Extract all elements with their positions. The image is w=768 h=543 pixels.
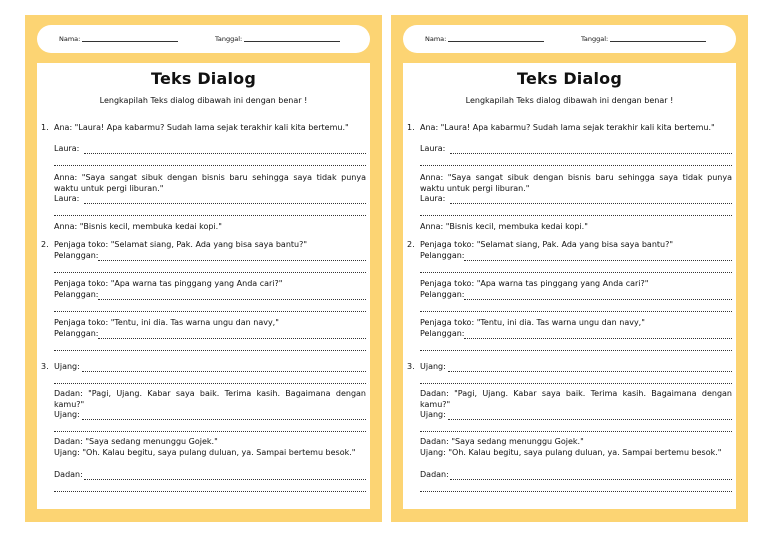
dialog-line: Penjaga toko: "Apa warna tas pinggang yang Anda cari?" xyxy=(420,279,649,288)
name-label: Nama: xyxy=(425,35,447,43)
answer-line[interactable] xyxy=(54,272,366,273)
question-number-1: 1. xyxy=(41,123,49,132)
dialog-line: Ujang: "Oh. Kalau begitu, saya pulang duluan, ya. Sampai bertemu besok." xyxy=(420,448,722,457)
answer-line[interactable] xyxy=(448,419,732,420)
answer-line[interactable] xyxy=(54,215,366,216)
dialog-line: Penjaga toko: "Apa warna tas pinggang yang Anda cari?" xyxy=(54,279,283,288)
answer-line[interactable] xyxy=(54,165,366,166)
worksheet-instruction: Lengkapilah Teks dialog dibawah ini dengan benar ! xyxy=(465,96,674,105)
date-blank[interactable] xyxy=(610,41,706,42)
name-label: Nama: xyxy=(59,35,81,43)
response-label: Laura: xyxy=(54,194,80,203)
answer-line[interactable] xyxy=(82,419,366,420)
answer-line[interactable] xyxy=(450,479,732,480)
answer-line[interactable] xyxy=(54,431,366,432)
dialog-line: Ana: "Laura! Apa kabarmu? Sudah lama sejak terakhir kali kita bertemu." xyxy=(54,123,349,132)
answer-line[interactable] xyxy=(54,350,366,351)
answer-line[interactable] xyxy=(448,371,732,372)
answer-line[interactable] xyxy=(84,153,366,154)
dialog-line: Anna: "Saya sangat sibuk dengan bisnis baru sehingga saya tidak punya waktu untuk pergi liburan." xyxy=(420,173,732,193)
answer-line[interactable] xyxy=(464,260,732,261)
worksheet-right xyxy=(391,15,748,522)
answer-line[interactable] xyxy=(54,311,366,312)
answer-line[interactable] xyxy=(420,272,732,273)
worksheet-panel xyxy=(403,63,736,509)
response-label: Ujang: xyxy=(420,410,446,419)
name-field[interactable] xyxy=(59,35,178,43)
question-number-1: 1. xyxy=(407,123,415,132)
worksheet-instruction: Lengkapilah Teks dialog dibawah ini dengan benar ! xyxy=(99,96,308,105)
response-label: Ujang: xyxy=(420,362,446,371)
response-label: Pelanggan: xyxy=(54,251,99,260)
dialog-line: Anna: "Bisnis kecil, membuka kedai kopi." xyxy=(420,222,588,231)
header-pill xyxy=(37,25,370,53)
worksheet-title: Teks Dialog xyxy=(516,69,623,88)
dialog-line: Dadan: "Pagi, Ujang. Kabar saya baik. Terima kasih. Bagaimana dengan kamu?" xyxy=(420,389,732,409)
answer-line[interactable] xyxy=(98,338,366,339)
worksheet-title: Teks Dialog xyxy=(150,69,257,88)
date-label: Tanggal: xyxy=(581,35,609,43)
response-label: Laura: xyxy=(54,144,80,153)
answer-line[interactable] xyxy=(84,203,366,204)
answer-line[interactable] xyxy=(420,311,732,312)
date-field[interactable] xyxy=(581,35,706,43)
response-label: Pelanggan: xyxy=(420,251,465,260)
answer-line[interactable] xyxy=(420,491,732,492)
answer-line[interactable] xyxy=(464,299,732,300)
worksheet-panel xyxy=(37,63,370,509)
dialog-line: Ujang: "Oh. Kalau begitu, saya pulang duluan, ya. Sampai bertemu besok." xyxy=(54,448,356,457)
question-number-2: 2. xyxy=(41,240,49,249)
response-label: Ujang: xyxy=(54,410,80,419)
response-label: Pelanggan: xyxy=(54,290,99,299)
response-label: Pelanggan: xyxy=(54,329,99,338)
date-label: Tanggal: xyxy=(215,35,243,43)
answer-line[interactable] xyxy=(420,350,732,351)
date-field[interactable] xyxy=(215,35,340,43)
question-number-2: 2. xyxy=(407,240,415,249)
answer-line[interactable] xyxy=(420,215,732,216)
response-label: Dadan: xyxy=(54,470,83,479)
answer-line[interactable] xyxy=(420,165,732,166)
answer-line[interactable] xyxy=(98,299,366,300)
answer-line[interactable] xyxy=(450,203,732,204)
dialog-line: Ana: "Laura! Apa kabarmu? Sudah lama sejak terakhir kali kita bertemu." xyxy=(420,123,715,132)
response-label: Ujang: xyxy=(54,362,80,371)
answer-line[interactable] xyxy=(84,479,366,480)
answer-line[interactable] xyxy=(98,260,366,261)
response-label: Laura: xyxy=(420,144,446,153)
date-blank[interactable] xyxy=(244,41,340,42)
name-field[interactable] xyxy=(425,35,544,43)
dialog-line: Dadan: "Saya sedang menunggu Gojek." xyxy=(420,437,584,446)
dialog-line: Dadan: "Pagi, Ujang. Kabar saya baik. Terima kasih. Bagaimana dengan kamu?" xyxy=(54,389,366,409)
answer-line[interactable] xyxy=(54,491,366,492)
question-number-3: 3. xyxy=(407,362,415,371)
response-label: Laura: xyxy=(420,194,446,203)
dialog-line: Penjaga toko: "Selamat siang, Pak. Ada yang bisa saya bantu?" xyxy=(54,240,308,249)
dialog-line: Penjaga toko: "Tentu, ini dia. Tas warna ungu dan navy," xyxy=(420,318,645,327)
dialog-line: Anna: "Saya sangat sibuk dengan bisnis baru sehingga saya tidak punya waktu untuk pergi liburan." xyxy=(54,173,366,193)
answer-line[interactable] xyxy=(464,338,732,339)
question-number-3: 3. xyxy=(41,362,49,371)
answer-line[interactable] xyxy=(420,431,732,432)
dialog-line: Penjaga toko: "Selamat siang, Pak. Ada yang bisa saya bantu?" xyxy=(420,240,674,249)
response-label: Pelanggan: xyxy=(420,329,465,338)
name-blank[interactable] xyxy=(82,41,178,42)
answer-line[interactable] xyxy=(82,371,366,372)
dialog-line: Penjaga toko: "Tentu, ini dia. Tas warna ungu dan navy," xyxy=(54,318,279,327)
header-pill xyxy=(403,25,736,53)
worksheet-left xyxy=(25,15,382,522)
dialog-line: Anna: "Bisnis kecil, membuka kedai kopi." xyxy=(54,222,222,231)
response-label: Pelanggan: xyxy=(420,290,465,299)
name-blank[interactable] xyxy=(448,41,544,42)
answer-line[interactable] xyxy=(420,383,732,384)
dialog-line: Dadan: "Saya sedang menunggu Gojek." xyxy=(54,437,218,446)
response-label: Dadan: xyxy=(420,470,449,479)
answer-line[interactable] xyxy=(54,383,366,384)
answer-line[interactable] xyxy=(450,153,732,154)
